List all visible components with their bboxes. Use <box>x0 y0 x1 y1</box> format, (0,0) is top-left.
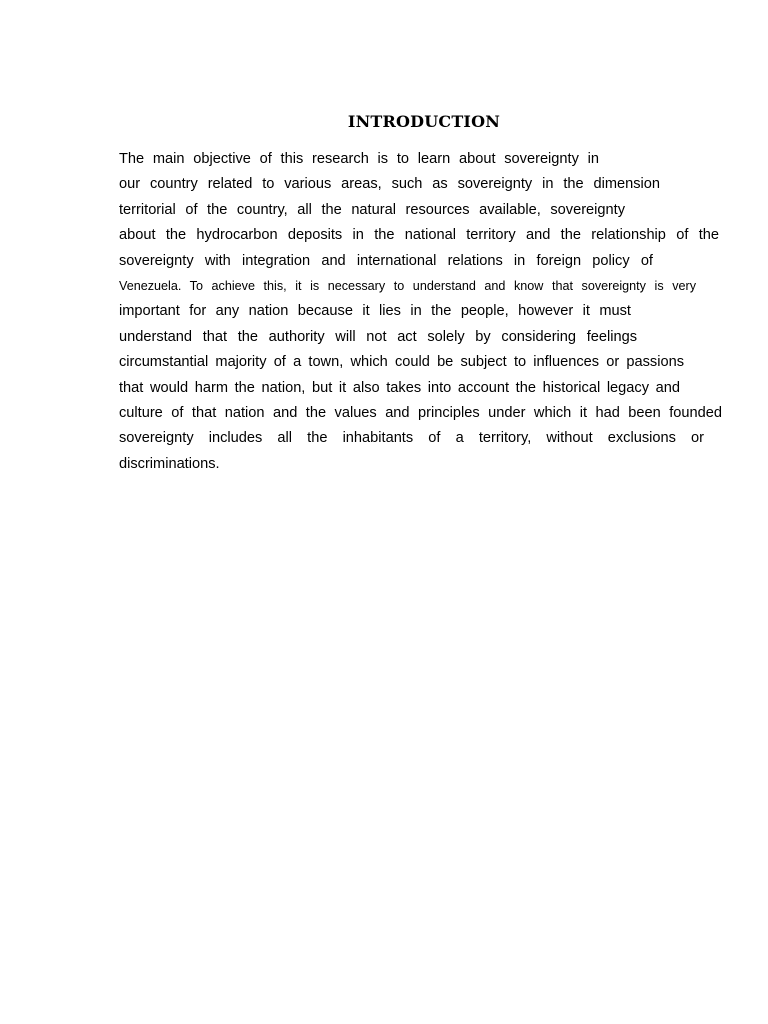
paragraph-line-11: culture of that nation and the values and principles under which it had been founded <box>119 404 722 421</box>
paragraph-line-5: sovereignty with integration and international relations in foreign policy of <box>119 252 653 269</box>
paragraph-line-1: The main objective of this research is to learn about sovereignty in <box>119 151 599 167</box>
paragraph-line-12: sovereignty includes all the inhabitants of a territory, without exclusions or <box>119 430 704 447</box>
paragraph-line-4: about the hydrocarbon deposits in the national territory and the relationship of the <box>119 227 719 244</box>
page-title: INTRODUCTION <box>347 112 501 131</box>
paragraph-line-6: Venezuela. To achieve this, it is necessary to understand and know that sovereignty is very <box>119 278 696 293</box>
paragraph-line-13: discriminations. <box>119 455 220 472</box>
paragraph-line-9: circumstantial majority of a town, which could be subject to influences or passions <box>119 354 684 371</box>
paragraph-line-2: our country related to various areas, such as sovereignty in the dimension <box>119 176 660 193</box>
paragraph-line-3: territorial of the country, all the natural resources available, sovereignty <box>119 201 625 218</box>
body-paragraph <box>119 147 724 477</box>
paragraph-line-10: that would harm the nation, but it also takes into account the historical legacy and <box>119 379 680 396</box>
paragraph-line-7: important for any nation because it lies in the people, however it must <box>119 303 631 320</box>
paragraph-line-8: understand that the authority will not act solely by considering feelings <box>119 328 637 345</box>
